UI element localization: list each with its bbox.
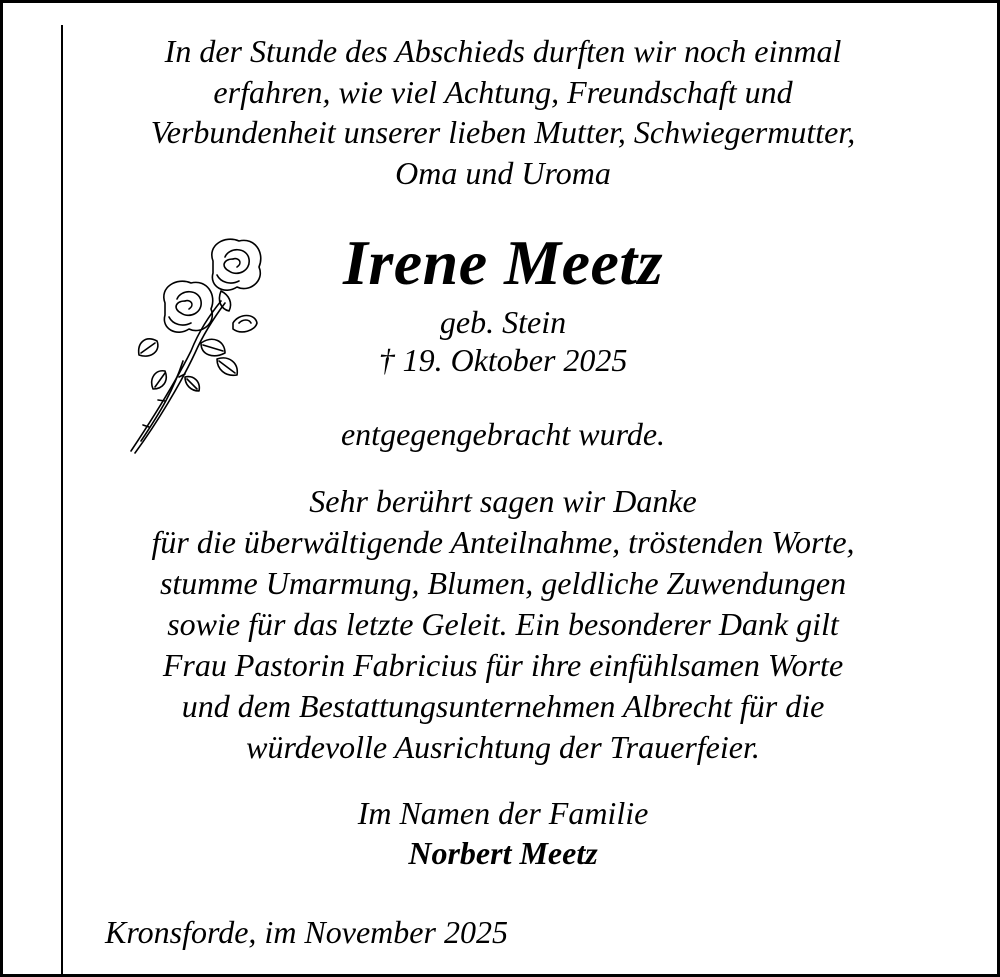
thanks-line: sowie für das letzte Geleit. Ein besonderer Dank gilt — [167, 606, 839, 642]
thanks-line: würdevolle Ausrichtung der Trauerfeier. — [246, 729, 760, 765]
thanks-text — [73, 481, 933, 768]
vertical-divider — [61, 25, 63, 975]
intro-line: Verbundenheit unserer lieben Mutter, Schwiegermutter, — [150, 114, 856, 150]
thanks-line: für die überwältigende Anteilnahme, tröstenden Worte, — [151, 524, 855, 560]
death-date: † 19. Oktober 2025 — [378, 342, 628, 378]
place-date: Kronsforde, im November 2025 — [105, 914, 508, 950]
thanks-line: und dem Bestattungsunternehmen Albrecht für die — [181, 688, 825, 724]
intro-line: In der Stunde des Abschieds durften wir noch einmal — [164, 33, 842, 69]
intro-line: erfahren, wie viel Achtung, Freundschaft und — [213, 73, 793, 110]
intro-line: Oma und Uroma — [395, 154, 611, 191]
received-line: entgegengebracht wurde. — [340, 416, 666, 452]
family-label: Im Namen der Familie — [357, 795, 649, 831]
thanks-line: Frau Pastorin Fabricius für ihre einfühlsamen Worte — [162, 647, 844, 683]
thanks-line: stumme Umarmung, Blumen, geldliche Zuwendungen — [159, 565, 847, 601]
intro-text — [73, 31, 933, 193]
thanks-line: Sehr berührt sagen wir Danke — [309, 483, 697, 519]
deceased-name: Irene Meetz — [342, 227, 664, 298]
birth-name: geb. Stein — [439, 304, 567, 340]
family-signature: Norbert Meetz — [408, 835, 598, 871]
